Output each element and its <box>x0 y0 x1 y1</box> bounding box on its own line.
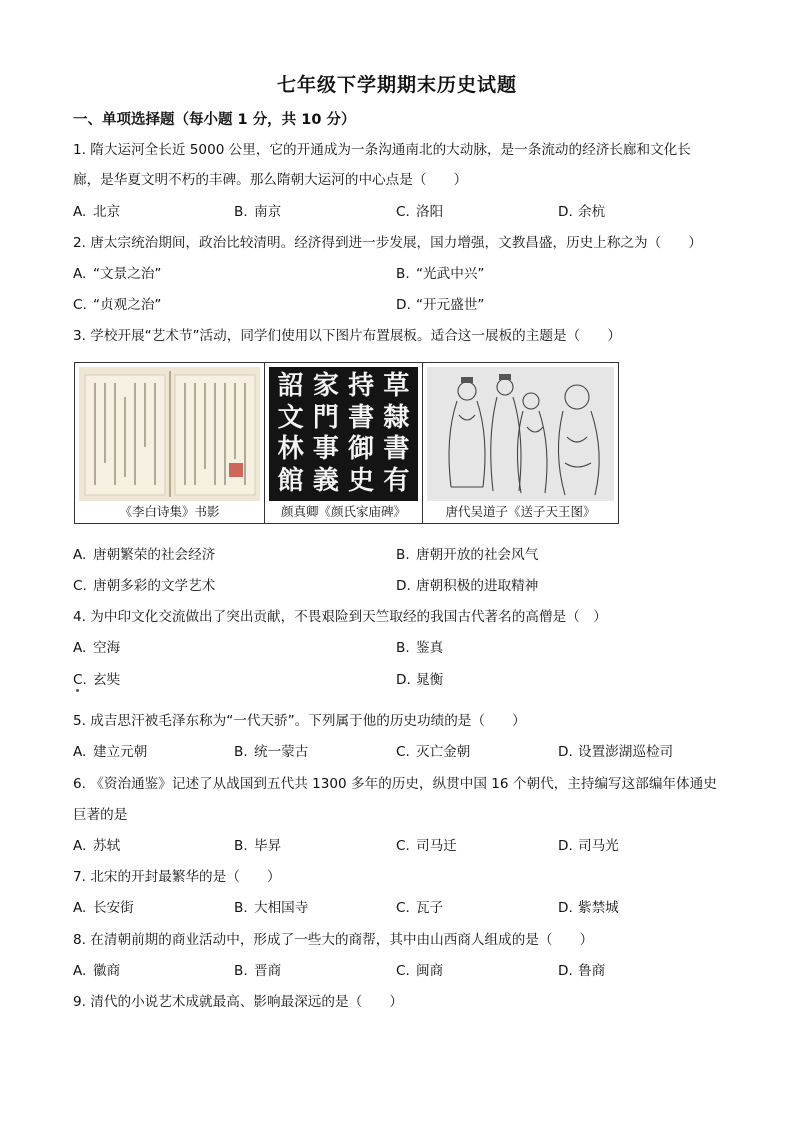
stele-char: 御 <box>348 434 375 464</box>
figure-panel-poetry-book <box>75 363 265 523</box>
q3-option-a: A. 唐朝繁荣的社会经济 <box>73 547 216 563</box>
stele-char: 書 <box>348 402 375 433</box>
stray-dot <box>76 689 79 692</box>
q5-option-d: D. 设置澎湖巡检司 <box>558 744 674 760</box>
q6-option-c: C. 司马迁 <box>396 838 457 854</box>
q7-option-d: D. 紫禁城 <box>558 900 619 916</box>
stele-char: 門 <box>312 402 339 433</box>
q3-option-c: C. 唐朝多彩的文学艺术 <box>73 578 216 594</box>
stele-char: 義 <box>312 465 339 496</box>
question-8-line-1: 8. 在清朝前期的商业活动中，形成了一些大的商帮，其中由山西商人组成的是（ ） <box>73 932 594 948</box>
q2-option-c: C. “贞观之治” <box>73 297 162 313</box>
question-1-line-2: 廊，是华夏文明不朽的丰碑。那么隋朝大运河的中心点是（ ） <box>73 172 468 188</box>
question-4-line-1: 4. 为中印文化交流做出了突出贡献，不畏艰险到天竺取经的我国古代著名的高僧是（ ） <box>73 609 607 625</box>
caption-stele: 颜真卿《颜氏家庙碑》 <box>280 504 406 519</box>
q5-option-a: A. 建立元朝 <box>73 744 148 760</box>
caption-painting: 唐代吴道子《送子天王图》 <box>445 504 596 519</box>
stele-char: 持 <box>348 371 375 401</box>
question-6-line-2: 巨著的是 <box>73 807 128 823</box>
q2-option-a: A. “文景之治” <box>73 266 162 282</box>
q8-option-a: A. 徽商 <box>73 963 121 979</box>
stele-char: 詔 <box>277 371 304 401</box>
q1-option-b: B. 南京 <box>234 204 282 220</box>
figure-panel-stele <box>265 363 423 523</box>
q6-option-a: A. 苏轼 <box>73 838 121 854</box>
stele-rubbing-image <box>269 367 418 501</box>
stele-char: 史 <box>348 465 375 496</box>
q8-option-c: C. 闽商 <box>396 963 444 979</box>
q5-option-c: C. 灭亡金朝 <box>396 744 471 760</box>
stele-char: 事 <box>312 434 339 464</box>
question-3-line-1: 3. 学校开展“艺术节”活动，同学们使用以下图片布置展板。适合这一展板的主题是（ ） <box>73 328 621 344</box>
page-title: 七年级下学期期末历史试题 <box>276 74 517 96</box>
q4-option-c: C. 玄奘 <box>73 672 121 688</box>
stele-char: 隸 <box>383 402 410 433</box>
q3-option-b: B. 唐朝开放的社会风气 <box>396 547 539 563</box>
question-9-line-1: 9. 清代的小说艺术成就最高、影响最深远的是（ ） <box>73 994 403 1010</box>
q4-option-b: B. 鉴真 <box>396 640 444 656</box>
stele-char: 有 <box>383 465 410 496</box>
q8-option-d: D. 鲁商 <box>558 963 606 979</box>
painting-image <box>427 367 614 501</box>
section-heading: 一、单项选择题（每小题 1 分，共 10 分） <box>73 112 356 128</box>
q1-option-a: A. 北京 <box>73 204 121 220</box>
q7-option-b: B. 大相国寺 <box>234 900 309 916</box>
question-3-figure <box>74 362 619 524</box>
q1-option-d: D. 余杭 <box>558 204 606 220</box>
q7-option-c: C. 瓦子 <box>396 900 444 916</box>
stele-char: 書 <box>383 434 410 464</box>
stele-char: 館 <box>277 465 304 496</box>
stele-char: 林 <box>277 434 304 464</box>
q7-option-a: A. 长安街 <box>73 900 134 916</box>
question-6-line-1: 6. 《资治通鉴》记述了从战国到五代共 1300 多年的历史，纵贯中国 16 个朝代，主持编写这部编年体通史 <box>73 776 717 792</box>
q4-option-a: A. 空海 <box>73 640 121 656</box>
q4-option-d: D. 晁衡 <box>396 672 444 688</box>
q1-option-c: C. 洛阳 <box>396 204 444 220</box>
q2-option-b: B. “光武中兴” <box>396 266 485 282</box>
q8-option-b: B. 晋商 <box>234 963 282 979</box>
question-7-line-1: 7. 北宋的开封最繁华的是（ ） <box>73 869 281 885</box>
caption-poetry-book: 《李白诗集》书影 <box>119 504 220 519</box>
stele-char: 文 <box>277 402 304 433</box>
q3-option-d: D. 唐朝积极的进取精神 <box>396 578 539 594</box>
stele-char: 家 <box>312 371 339 401</box>
stele-char: 草 <box>383 371 410 401</box>
poetry-book-image <box>79 367 260 501</box>
question-5-line-1: 5. 成吉思汗被毛泽东称为“一代天骄”。下列属于他的历史功绩的是（ ） <box>73 713 526 729</box>
q5-option-b: B. 统一蒙古 <box>234 744 309 760</box>
question-2-line-1: 2. 唐太宗统治期间，政治比较清明。经济得到进一步发展，国力增强，文教昌盛，历史上称之为（ ） <box>73 235 703 251</box>
question-1-line-1: 1. 隋大运河全长近 5000 公里，它的开通成为一条沟通南北的大动脉，是一条流动的经济长廊和文化长 <box>73 142 691 158</box>
q2-option-d: D. “开元盛世” <box>396 297 485 313</box>
q6-option-d: D. 司马光 <box>558 838 619 854</box>
q6-option-b: B. 毕昇 <box>234 838 282 854</box>
figure-panel-painting <box>423 363 618 523</box>
